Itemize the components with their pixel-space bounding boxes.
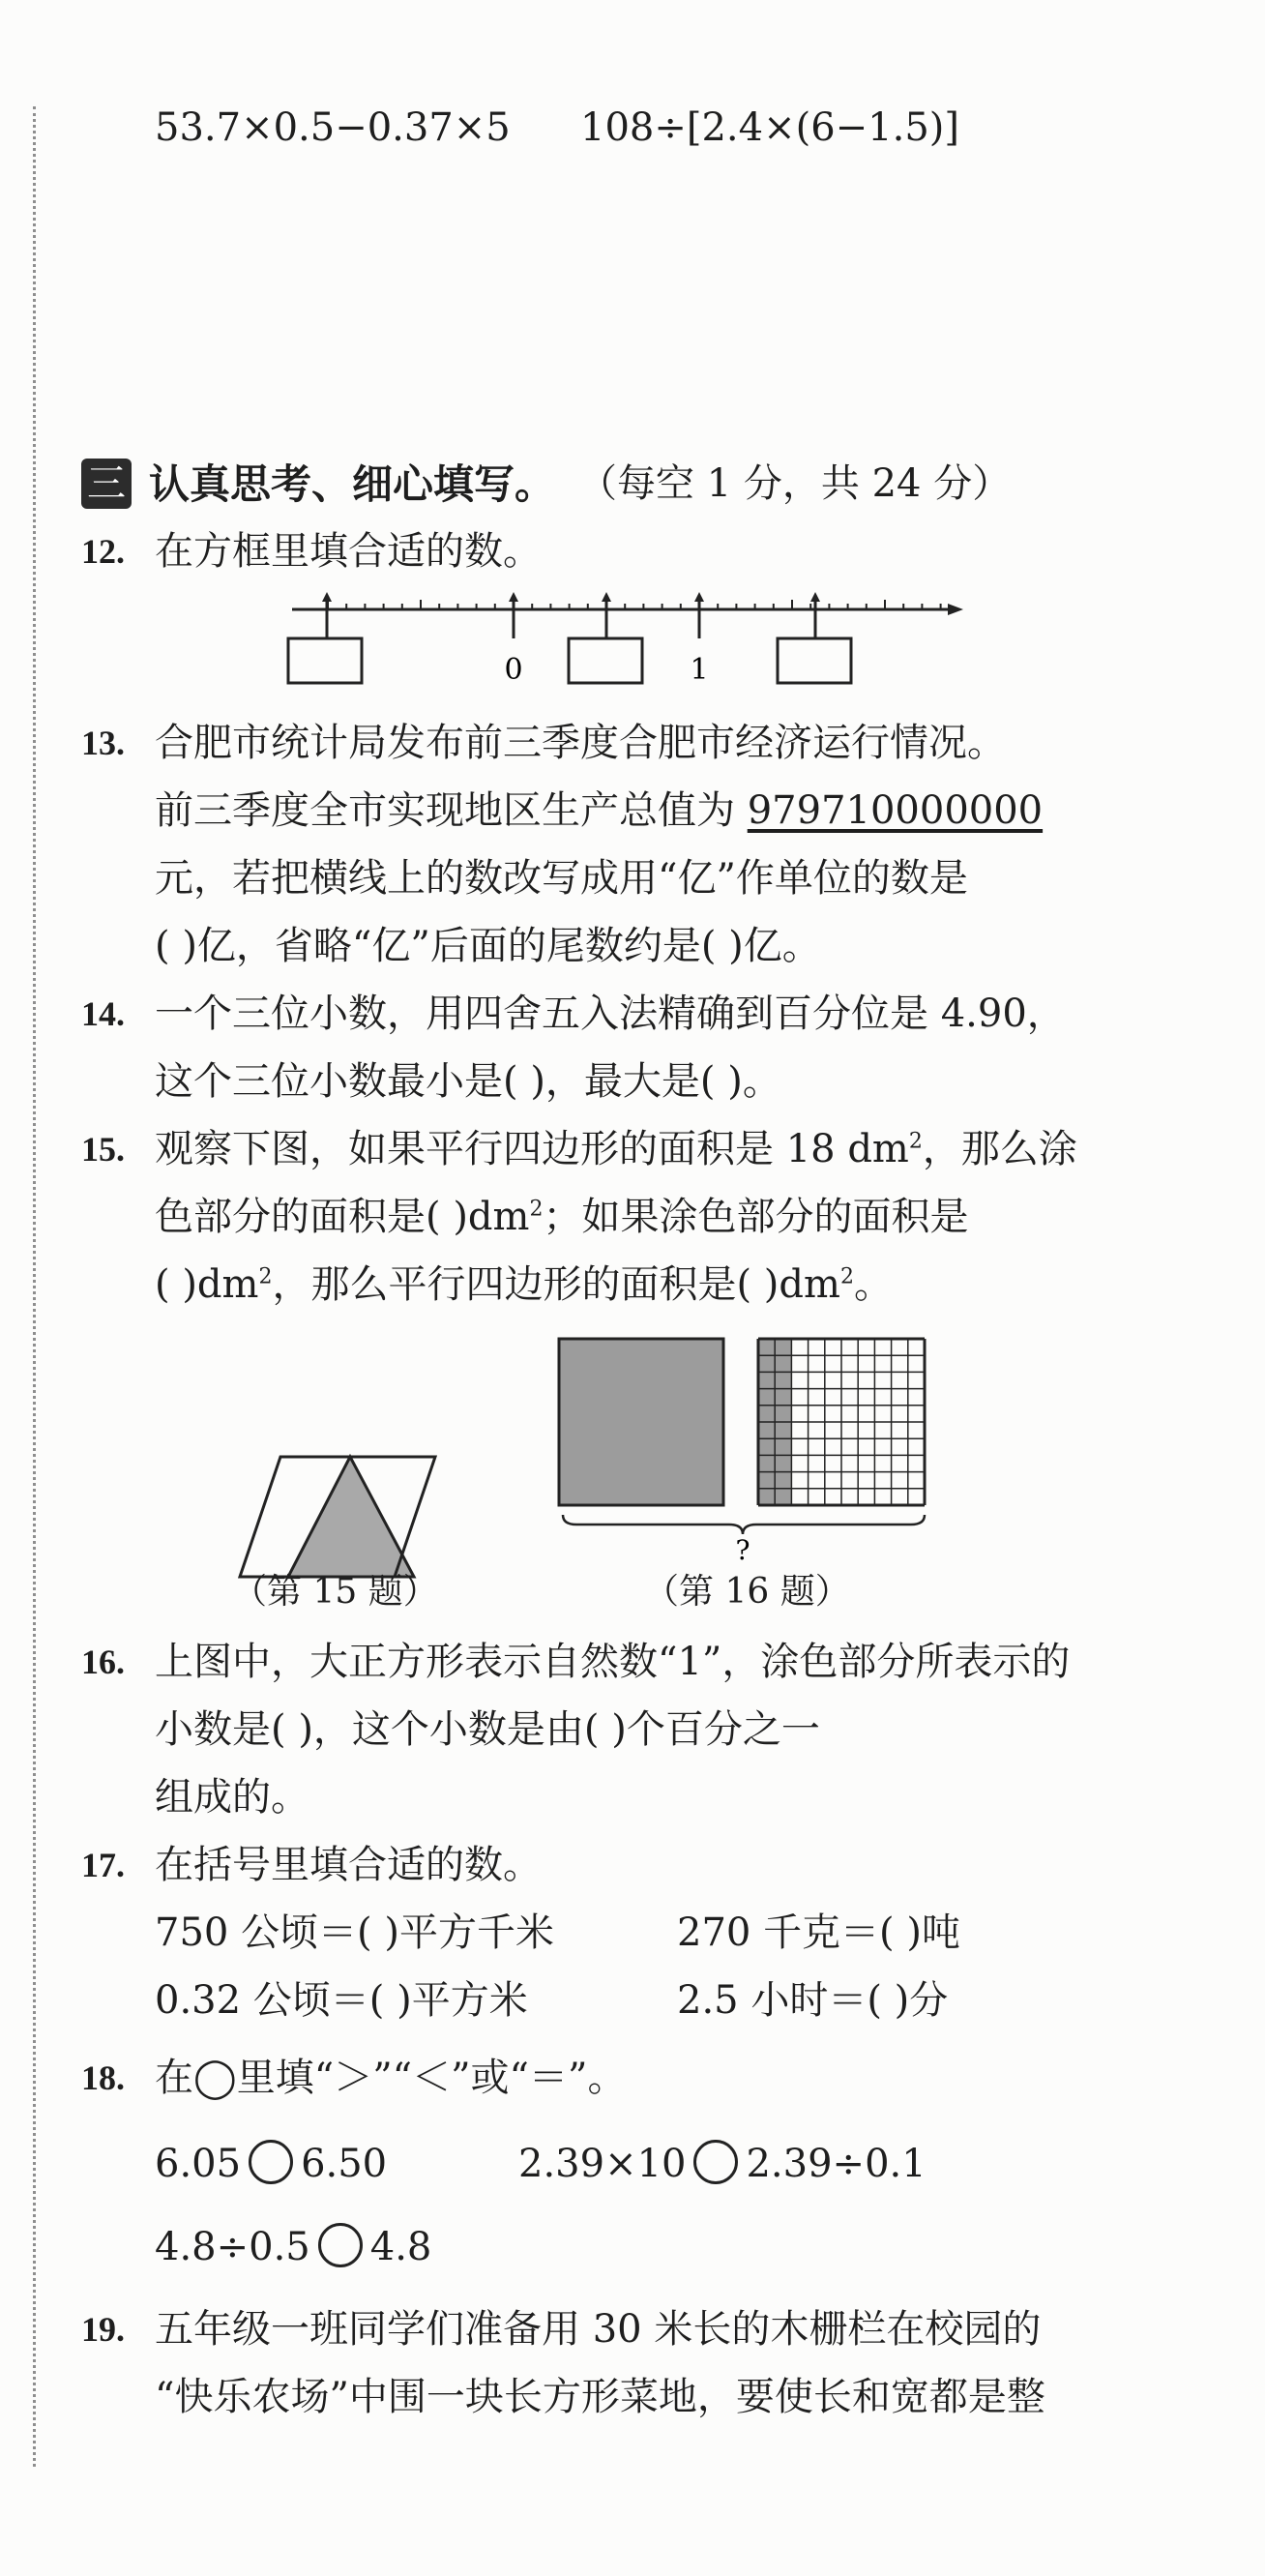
question-text: 色部分的面积是( )dm — [155, 1195, 530, 1239]
hundred-grid — [758, 1339, 925, 1505]
brace — [563, 1515, 925, 1534]
question-number: 19. — [81, 2310, 125, 2349]
superscript: 2 — [908, 1129, 923, 1154]
expression-2: 108÷[2.4×(6−1.5)] — [580, 105, 959, 150]
compare-left: 2.39×10 — [518, 2142, 687, 2186]
number-line — [292, 604, 963, 615]
question-text: 在◯里填“＞”“＜”或“＝”。 — [155, 2056, 627, 2100]
question-text: ；如果涂色部分的面积是 — [543, 1195, 969, 1239]
underlined-value: 979710000000 — [747, 788, 1044, 833]
question-text: 观察下图，如果平行四边形的面积是 18 dm — [155, 1127, 909, 1171]
question-number: 18. — [81, 2058, 125, 2097]
question-number: 12. — [81, 532, 125, 571]
question-text: 五年级一班同学们准备用 30 米长的木栅栏在校园的 — [155, 2307, 1042, 2352]
question-text: ，那么涂 — [922, 1127, 1077, 1171]
question-text: 组成的。 — [155, 1775, 309, 1820]
question-text: ( )亿，省略“亿”后面的尾数约是( )亿。 — [155, 924, 821, 968]
question-text: ，那么平行四边形的面积是( )dm — [272, 1262, 840, 1307]
question-text: “快乐农场”中围一块长方形菜地，要使长和宽都是整 — [155, 2375, 1045, 2419]
question-text-line — [155, 1195, 969, 1239]
answer-box — [778, 638, 851, 683]
section-title: 认真思考、细心填写。 — [149, 460, 556, 508]
fill-item: 270 千克＝( )吨 — [677, 1910, 960, 1955]
parallelogram-figure — [232, 1441, 455, 1586]
superscript: 2 — [839, 1264, 854, 1289]
question-text: 这个三位小数最小是( )，最大是( )。 — [155, 1059, 781, 1104]
expression-1: 53.7×0.5−0.37×5 — [155, 105, 511, 150]
question-number: 15. — [81, 1130, 125, 1169]
compare-left: 4.8÷0.5 — [155, 2225, 310, 2269]
figure-caption-15: （第 15 题） — [232, 1572, 438, 1612]
question-text: 一个三位小数，用四舍五入法精确到百分位是 4.90， — [155, 992, 1066, 1036]
question-text: 上图中，大正方形表示自然数“1”，涂色部分所表示的 — [155, 1640, 1071, 1684]
compare-circle — [249, 2140, 293, 2184]
question-text: ( )dm — [155, 1262, 259, 1307]
question-number: 16. — [81, 1643, 125, 1681]
question-text: 合肥市统计局发布前三季度合肥市经济运行情况。 — [155, 721, 1006, 765]
compare-circle — [318, 2223, 363, 2267]
question-number: 13. — [81, 724, 125, 762]
tick-label-1: 1 — [690, 653, 709, 687]
number-line-figure — [280, 580, 977, 696]
compare-item — [155, 2140, 387, 2184]
compare-item — [518, 2140, 927, 2184]
compare-left: 6.05 — [155, 2142, 242, 2186]
answer-box — [569, 638, 642, 683]
section-score: （每空 1 分，共 24 分） — [578, 461, 1012, 506]
question-text-line — [155, 1262, 893, 1307]
answer-arrows — [322, 592, 820, 638]
tick-label-0: 0 — [504, 653, 523, 687]
fill-item: 2.5 小时＝( )分 — [677, 1978, 949, 2023]
superscript: 2 — [529, 1197, 544, 1222]
question-text: 在括号里填合适的数。 — [155, 1843, 542, 1887]
question-text-line — [155, 788, 1044, 833]
question-text: 元，若把横线上的数改写成用“亿”作单位的数是 — [155, 856, 968, 901]
compare-item — [155, 2223, 431, 2267]
compare-right: 6.50 — [301, 2142, 388, 2186]
fill-item: 0.32 公顷＝( )平方米 — [155, 1978, 528, 2023]
big-square-whole — [559, 1339, 723, 1505]
fill-item: 750 公顷＝( )平方千米 — [155, 1910, 554, 1955]
compare-circle — [693, 2140, 738, 2184]
question-text: 。 — [853, 1262, 893, 1307]
question-text: 在方框里填合适的数。 — [155, 529, 542, 574]
compare-right: 4.8 — [369, 2225, 432, 2269]
question-text: 前三季度全市实现地区生产总值为 — [155, 788, 748, 833]
figure-caption-16: （第 16 题） — [644, 1572, 850, 1612]
compare-right: 2.39÷0.1 — [746, 2142, 927, 2186]
binding-margin-line — [33, 106, 36, 2467]
question-text: 小数是( )，这个小数是由( )个百分之一 — [155, 1707, 820, 1752]
shaded-triangle — [288, 1457, 414, 1577]
superscript: 2 — [258, 1264, 273, 1289]
question-number: 17. — [81, 1846, 125, 1884]
question-number: 14. — [81, 994, 125, 1033]
section-badge: 三 — [81, 459, 132, 509]
answer-box — [288, 638, 362, 683]
question-mark: ? — [735, 1534, 750, 1566]
question-text-line — [155, 1127, 1077, 1171]
decimal-square-figure — [555, 1335, 942, 1567]
